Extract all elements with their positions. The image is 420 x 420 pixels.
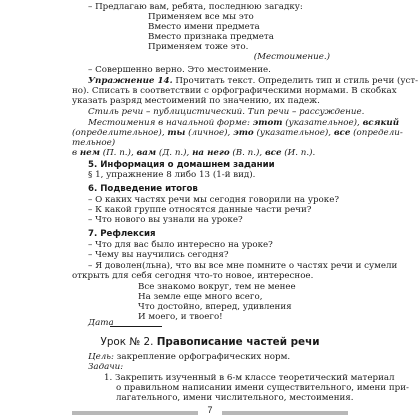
reflection-closing: – Я доволен(льна), что вы все мне помните о частях речи и сумели — [88, 261, 398, 271]
exercise-line — [88, 76, 418, 86]
page-number: 7 — [198, 405, 222, 415]
tasks-label: Задачи: — [88, 362, 124, 372]
case-text: (Д. п.), — [156, 148, 193, 158]
riddle-verse-line: Вместо признака предмета — [148, 32, 274, 42]
exercise-text: Прочитать текст. Определить тип и стиль речи (уст- — [175, 76, 419, 86]
pronoun-word: все — [333, 128, 351, 138]
case-text: (П. п.), — [99, 148, 137, 158]
date-fill-line — [110, 325, 162, 327]
pronoun-category: (определи- — [353, 128, 403, 138]
riddle-intro: – Предлагаю вам, ребята, последнюю загадку: — [88, 2, 303, 12]
pronoun-word: этот — [252, 118, 283, 128]
pronoun-category: (определительное), — [72, 128, 165, 138]
homework-heading: 5. Информация о домашнем задании — [88, 160, 275, 170]
pronoun-category: (указательное), — [285, 118, 360, 128]
aims-label: Цель: — [88, 352, 114, 362]
lesson-number: Урок № 2. — [100, 336, 154, 348]
summary-question: – К какой группе относятся данные части речи? — [88, 205, 312, 215]
pronouns-intro: Местоимения в начальной форме: — [88, 118, 250, 128]
exercise-line: но). Списать в соответствии с орфографическими нормами. В скобках — [72, 86, 397, 96]
lesson-title: Правописание частей речи — [156, 336, 320, 348]
exercise-line: указать разряд местоимений по значению, их падеж. — [72, 96, 320, 106]
pronoun-word: вам — [136, 148, 157, 158]
riddle-confirmation: – Совершенно верно. Это местоимение. — [88, 65, 271, 75]
footer-rule-left — [72, 411, 198, 415]
summary-question: – О каких частях речи мы сегодня говорили на уроке? — [88, 195, 340, 205]
speech-style-line: Стиль речи – публицистический. Тип речи – рассуждение. — [88, 107, 365, 117]
pronoun-word: всякий — [362, 118, 400, 128]
lesson-heading — [0, 336, 420, 349]
aims-line — [88, 352, 290, 362]
pronouns-line — [88, 118, 399, 128]
task-line: 1. Закрепить изученный в 6-м классе теоретический материал — [104, 373, 395, 383]
case-text: в — [72, 148, 80, 158]
case-text: (В. п.), — [229, 148, 265, 158]
aims-text: закрепление орфографических норм. — [116, 352, 291, 362]
poem-line: Что достойно, вперед, удивления — [138, 302, 292, 312]
reflection-question: – Чему вы научились сегодня? — [88, 250, 229, 260]
poem-line: И моего, и твоего! — [138, 312, 223, 322]
homework-text: § 1, упражнение 8 либо 13 (1-й вид). — [88, 170, 256, 180]
task-line: лагательного, имени числительного, местоимения. — [116, 393, 354, 403]
poem-line: Все знакомо вокруг, тем не менее — [138, 282, 296, 292]
case-text: (И. п.). — [281, 148, 316, 158]
reflection-closing: открыть для себя сегодня что-то новое, интересное. — [72, 271, 314, 281]
pronoun-word: на него — [192, 148, 230, 158]
pronoun-word: это — [233, 128, 254, 138]
poem-line: На земле еще много всего, — [138, 292, 263, 302]
pronoun-category: (личное), — [188, 128, 231, 138]
riddle-verse-line: Применяем тоже это. — [148, 42, 249, 52]
pronouns-line — [72, 128, 403, 138]
reflection-question: – Что для вас было интересно на уроке? — [88, 240, 273, 250]
pronouns-line: тельное) — [72, 138, 116, 148]
pronoun-category: (указательное), — [256, 128, 332, 138]
footer-rule-right — [222, 411, 348, 415]
pronoun-word: ты — [167, 128, 186, 138]
date-label: Дата — [88, 318, 114, 328]
riddle-verse-line: Вместо имени предмета — [148, 22, 260, 32]
reflection-heading: 7. Рефлексия — [88, 229, 156, 239]
summary-question: – Что нового вы узнали на уроке? — [88, 215, 243, 225]
pronoun-cases-line — [72, 148, 315, 158]
exercise-label: Упражнение 14. — [88, 76, 173, 86]
summary-heading: 6. Подведение итогов — [88, 184, 198, 194]
riddle-verse-line: Применяем все мы это — [148, 12, 254, 22]
pronoun-word: нем — [79, 148, 100, 158]
task-line: о правильном написании имени существительного, имени при- — [116, 383, 409, 393]
pronoun-word: все — [264, 148, 282, 158]
riddle-answer: (Местоимение.) — [253, 52, 330, 62]
